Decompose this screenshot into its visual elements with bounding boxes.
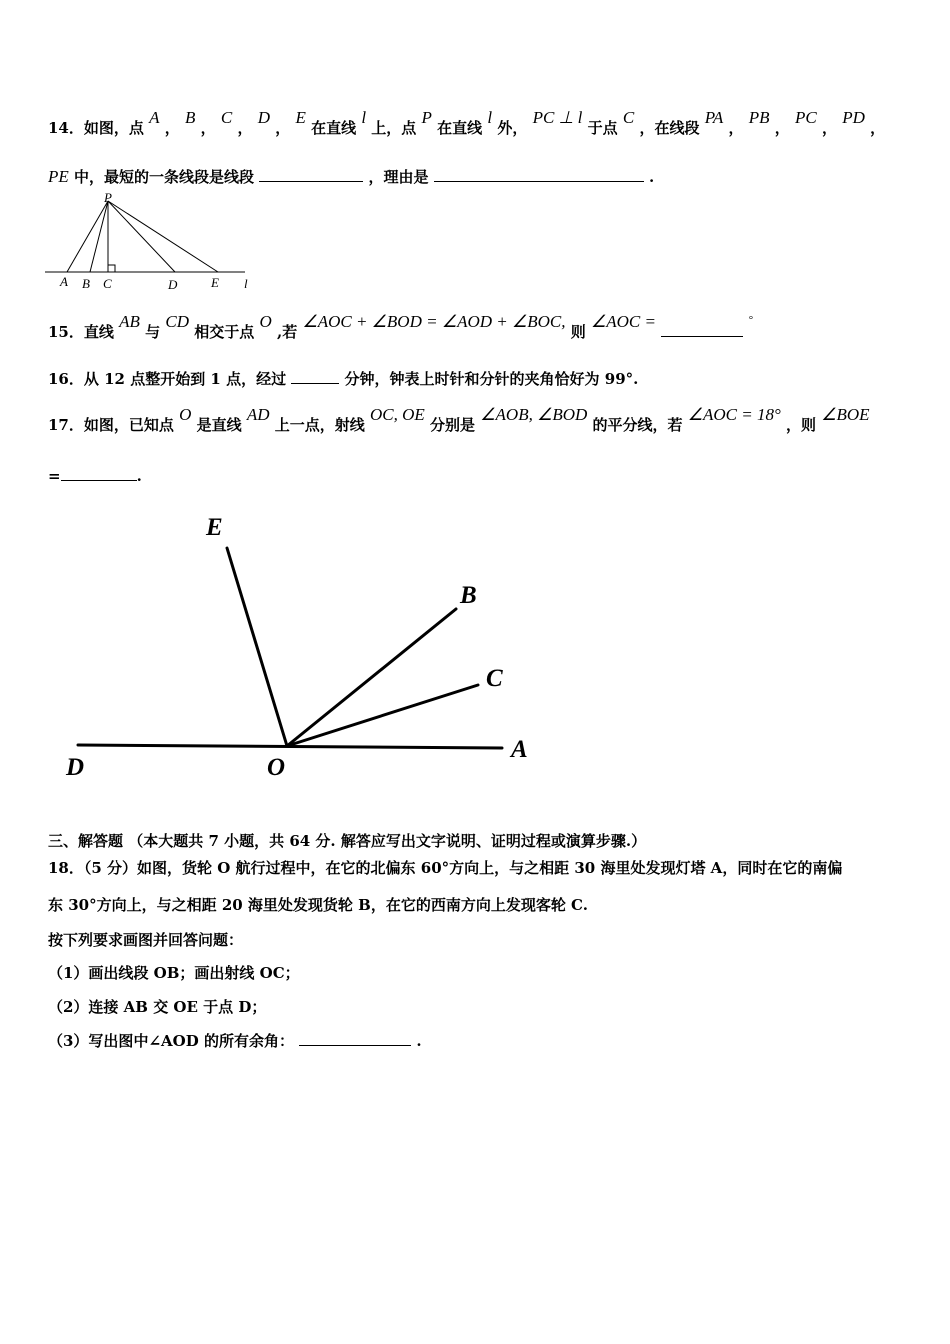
label-B: B <box>82 276 90 291</box>
q16-line: 16．从 12 点整开始到 1 点，经过 分钟，钟表上时针和分针的夹角恰好为 99°. <box>48 370 639 388</box>
segment-PA <box>67 201 108 272</box>
figure-q14 <box>40 192 270 296</box>
segment-PB <box>90 201 108 272</box>
figure-q17 <box>60 505 550 795</box>
q18-item-3: （3）写出图中∠AOD 的所有余角： . <box>48 1032 422 1050</box>
label-E: E <box>206 514 223 541</box>
answer-blank-reason[interactable] <box>434 167 644 182</box>
label-A: A <box>60 274 68 289</box>
q18-line-1: 18．（5 分）如图，货轮 O 航行过程中，在它的北偏东 60°方向上，与之相距 30 海里处发现灯塔 A，同时在它的南偏 <box>48 859 843 877</box>
label-C: C <box>103 276 112 291</box>
answer-blank-aoc[interactable] <box>661 322 743 337</box>
q17-line-2: = . <box>48 467 142 485</box>
q18-line-3: 按下列要求画图并回答问题： <box>48 931 244 949</box>
q18-line-2: 东 30°方向上，与之相距 20 海里处发现货轮 B，在它的西南方向上发现客轮 C. <box>48 896 588 914</box>
label-D: D <box>168 277 178 292</box>
q14-line-1: 14．如图，点 A ， B ， C ， D ， E 在直线 l 上，点 P 在直线 l 外， PC ⊥ l 于点 C ，在线段 PA ， PB ， PC ， PD ， <box>48 108 886 137</box>
label-E: E <box>211 275 219 290</box>
answer-blank-boe[interactable] <box>61 466 137 481</box>
q18-item-2: （2）连接 AB 交 OE 于点 D； <box>48 998 267 1016</box>
ray-OE <box>227 548 287 746</box>
q14-line-2: PE 中，最短的一条线段是线段 ，理由是 . <box>48 167 655 186</box>
section-3-heading: 三、解答题 （本大题共 7 小题，共 64 分. 解答应写出文字说明、证明过程或演算步骤.） <box>48 832 647 850</box>
ray-OC <box>287 685 478 746</box>
q17-line-1: 17．如图，已知点 O 是直线 AD 上一点，射线 OC, OE 分别是 ∠AOB, ∠BOD 的平分线，若 ∠AOC = 18° ，则 ∠BOE <box>48 405 870 434</box>
ray-OB <box>287 609 456 746</box>
label-O: O <box>267 754 286 781</box>
label-l: l <box>244 276 248 291</box>
right-angle-mark <box>108 265 115 272</box>
q18-item-1: （1）画出线段 OB；画出射线 OC； <box>48 964 300 982</box>
label-C: C <box>486 665 503 692</box>
answer-blank-complement[interactable] <box>299 1031 411 1046</box>
label-P: P <box>104 192 112 205</box>
q15-line: 15．直线 AB 与 CD 相交于点 O ,若 ∠AOC + ∠BOD = ∠AOD + ∠BOC, 则 ∠AOC = ° <box>48 312 753 341</box>
answer-blank-minutes[interactable] <box>291 369 339 384</box>
segment-PD <box>108 201 175 272</box>
answer-blank-shortest-segment[interactable] <box>259 167 363 182</box>
segment-PE <box>108 201 218 272</box>
label-B: B <box>460 582 477 609</box>
label-D: D <box>66 754 85 781</box>
label-A: A <box>511 736 528 763</box>
